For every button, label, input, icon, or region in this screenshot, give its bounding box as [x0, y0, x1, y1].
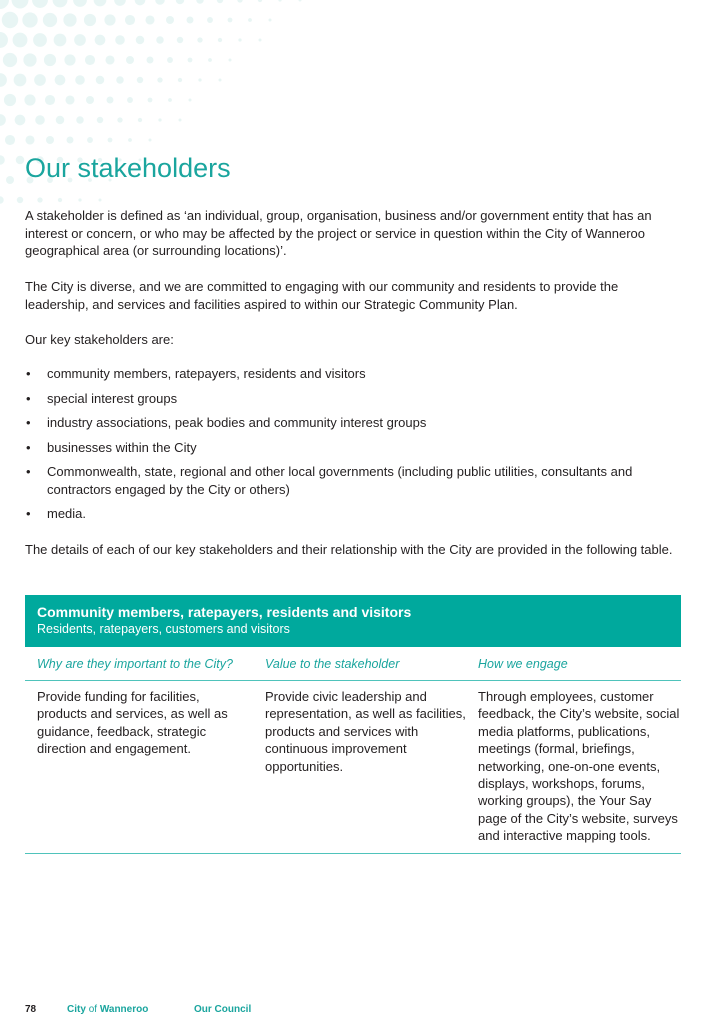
decorative-dot [3, 53, 17, 67]
decorative-dot [166, 16, 174, 24]
decorative-dot [219, 79, 222, 82]
decorative-dot [258, 0, 262, 2]
decorative-dot [0, 0, 9, 9]
decorative-dot [116, 76, 123, 83]
decorative-dot [237, 0, 242, 3]
decorative-dot [76, 116, 83, 123]
decorative-dot [56, 116, 65, 125]
page-number: 78 [25, 1004, 37, 1015]
decorative-dot [0, 155, 5, 165]
footer-city-suffix: Wanneroo [99, 1004, 149, 1015]
decorative-dot [105, 55, 114, 64]
decorative-dot [259, 39, 262, 42]
decorative-dot [147, 57, 154, 64]
table-cell-value: Provide civic leadership and representation, as well as facilities, products and services with continuous improvement opportunities. [265, 689, 466, 774]
list-item: • Commonwealth, state, regional and other local governments (including public utilities, consultants and contractors engaged by the City or others) [25, 463, 675, 498]
intro-paragraph-key-stakeholders: Our key stakeholders are: [25, 332, 174, 347]
decorative-dot [155, 0, 165, 5]
decorative-dot [63, 13, 76, 26]
decorative-dot [158, 118, 161, 121]
decorative-dot [145, 15, 154, 24]
decorative-dot [78, 198, 81, 201]
decorative-dot [46, 136, 54, 144]
decorative-dot [137, 77, 143, 83]
decorative-dot [74, 34, 86, 46]
table-title: Community members, ratepayers, residents and visitors [37, 604, 412, 620]
table-row [25, 681, 681, 854]
decorative-dot [188, 58, 193, 63]
decorative-dot [97, 117, 103, 123]
decorative-dot [157, 77, 162, 82]
decorative-dot [94, 0, 107, 6]
decorative-dot [299, 0, 302, 2]
decorative-dot [33, 33, 47, 47]
intro-paragraph-definition: A stakeholder is defined as ‘an individual, group, organisation, business and/or government entity that has an interest or concern, or who may be affected by the project or service in question within the City of Wanneroo geographical area (or surrounding locations)’. [25, 208, 652, 258]
decorative-dot [177, 37, 183, 43]
footer-city-name [67, 1004, 194, 1015]
decorative-dot [43, 13, 57, 27]
decorative-dot [218, 38, 222, 42]
decorative-dot [189, 99, 192, 102]
decorative-dot [138, 118, 142, 122]
decorative-dot [117, 117, 122, 122]
decorative-dot [149, 139, 152, 142]
table-subtitle: Residents, ratepayers, customers and visitors [37, 622, 290, 636]
decorative-dot [17, 197, 23, 203]
decorative-dot [22, 12, 37, 27]
decorative-dot [115, 35, 125, 45]
table-header [25, 595, 681, 647]
decorative-dot [238, 38, 241, 41]
decorative-dot [25, 135, 34, 144]
decorative-dot [198, 78, 201, 81]
decorative-dot [6, 176, 14, 184]
decorative-dot [178, 78, 182, 82]
decorative-dot [125, 15, 135, 25]
decorative-dot [85, 55, 95, 65]
decorative-dot [278, 0, 281, 2]
decorative-dot [65, 95, 74, 104]
decorative-dot [196, 0, 203, 4]
decorative-dot [23, 53, 36, 66]
decorative-dot [148, 98, 153, 103]
footer-city-of: of [88, 1004, 98, 1015]
decorative-dot [156, 36, 163, 43]
list-item: • media. [25, 505, 675, 523]
intro-paragraph-diversity: The City is diverse, and we are committed to engaging with our community and residents to provide the leadership, and services and facilities aspired to within our Strategic Community Plan. [25, 279, 619, 312]
decorative-dot [0, 32, 8, 48]
decorative-dot [53, 0, 68, 7]
list-item: • businesses within the City [25, 439, 675, 457]
decorative-dot [14, 74, 27, 87]
decorative-dot [54, 34, 67, 47]
decorative-dot [44, 54, 56, 66]
decorative-dot [127, 97, 133, 103]
decorative-dot [179, 119, 182, 122]
decorative-dot [4, 94, 16, 106]
decorative-dot [0, 196, 4, 203]
list-item: • industry associations, peak bodies and community interest groups [25, 414, 675, 432]
footer-section-name: Our Council [194, 1004, 252, 1015]
decorative-dot [58, 198, 62, 202]
decorative-dot [176, 0, 185, 4]
decorative-dot [96, 76, 105, 85]
decorative-dot [126, 56, 134, 64]
decorative-dot [167, 57, 173, 63]
decorative-dot [84, 14, 96, 26]
column-header-importance: Why are they important to the City? [37, 656, 233, 671]
decorative-dot [67, 137, 74, 144]
decorative-dot [135, 0, 146, 5]
decorative-dot [75, 75, 85, 85]
decorative-dot [15, 115, 26, 126]
decorative-dot [2, 12, 18, 28]
decorative-dot [45, 95, 55, 105]
decorative-dot [208, 58, 212, 62]
decorative-dot [0, 73, 7, 87]
decorative-dot [87, 137, 93, 143]
table-intro-paragraph: The details of each of our key stakeholders and their relationship with the City are provided in the following table. [25, 542, 673, 557]
decorative-dot [37, 197, 42, 202]
decorative-dot [187, 17, 194, 24]
column-header-value: Value to the stakeholder [265, 656, 400, 671]
footer-city-word: City [67, 1004, 86, 1015]
decorative-dot [107, 97, 114, 104]
decorative-dot [34, 74, 46, 86]
decorative-dot [136, 36, 145, 45]
list-item: • community members, ratepayers, residents and visitors [25, 365, 675, 383]
decorative-dot [5, 135, 15, 145]
decorative-dot [217, 0, 223, 3]
column-header-engagement: How we engage [478, 656, 568, 671]
table-column-headers [25, 647, 681, 681]
decorative-dot [73, 0, 87, 7]
decorative-dot [104, 14, 115, 25]
decorative-dot [228, 18, 233, 23]
stakeholder-table [25, 595, 681, 854]
page-footer [25, 1004, 251, 1015]
decorative-dot [99, 199, 102, 202]
decorative-dot [248, 18, 252, 22]
decorative-dot [24, 94, 35, 105]
decorative-dot [128, 138, 132, 142]
decorative-dot [108, 138, 113, 143]
page-title: Our stakeholders [25, 153, 231, 183]
decorative-dot [95, 35, 106, 46]
stakeholder-list [25, 365, 675, 530]
decorative-dot [197, 37, 202, 42]
decorative-dot [269, 19, 272, 22]
decorative-dot [168, 98, 172, 102]
table-cell-engagement: Through employees, customer feedback, the City’s website, social media platforms, publications, meetings (formal, briefings, networking, one-on-one events, displays, workshops, forums, working groups), the Your Say page of the City’s website, surveys and interactive mapping tools. [478, 689, 680, 844]
decorative-dot [35, 115, 45, 125]
decorative-dot [12, 0, 29, 8]
decorative-dot [55, 75, 66, 86]
decorative-dot [0, 114, 6, 126]
decorative-dot [64, 54, 75, 65]
decorative-dot [114, 0, 126, 6]
table-cell-importance: Provide funding for facilities, products and services, as well as guidance, feedback, strategic direction and engagement. [37, 689, 228, 757]
decorative-dot-pattern [0, 0, 310, 230]
decorative-dot [86, 96, 94, 104]
decorative-dot [229, 59, 232, 62]
decorative-dot [207, 17, 213, 23]
list-item: • special interest groups [25, 390, 675, 408]
decorative-dot [32, 0, 48, 8]
decorative-dot [13, 33, 28, 48]
decorative-dot [16, 156, 25, 165]
